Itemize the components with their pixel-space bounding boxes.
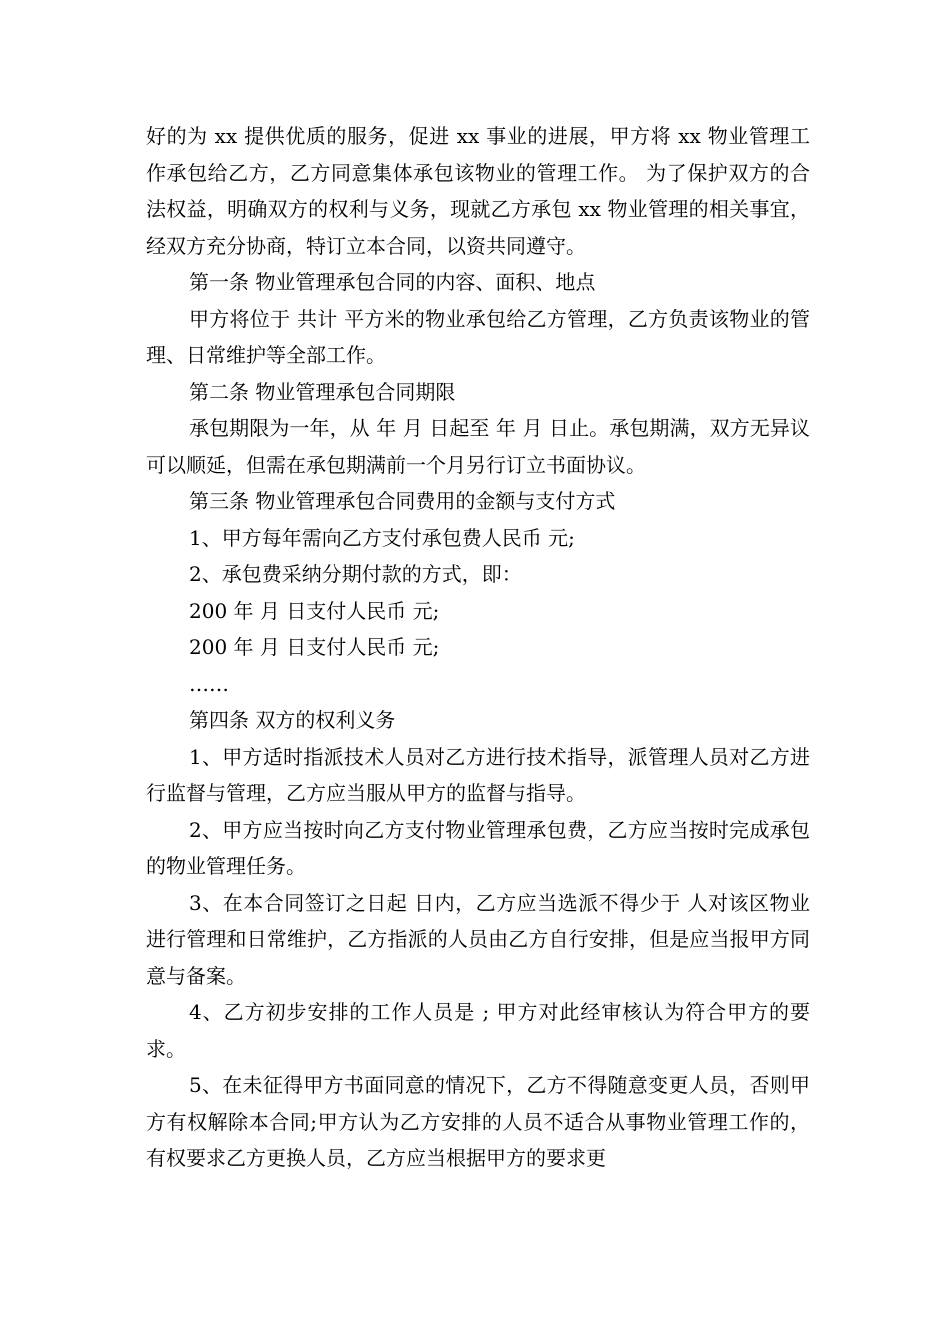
ellipsis-line: …… bbox=[189, 671, 229, 696]
article-3-heading: 第三条 物业管理承包合同费用的金额与支付方式 bbox=[189, 489, 616, 513]
payment-line-1: 200 年 月 日支付人民币 元; bbox=[189, 598, 440, 623]
article-4-heading: 第四条 双方的权利义务 bbox=[189, 708, 396, 732]
article-2-body: 承包期限为一年，从 年 月 日起至 年 月 日止。承包期满，双方无异议可以顺延，但需在承包期满前一个月另行订立书面协议。 bbox=[146, 416, 810, 477]
payment-line-2: 200 年 月 日支付人民币 元; bbox=[189, 635, 440, 659]
article-4-item-4: 4、乙方初步安排的工作人员是 ; 甲方对此经审核认为符合甲方的要求。 bbox=[146, 1000, 810, 1061]
article-4-item-2: 2、甲方应当按时向乙方支付物业管理承包费，乙方应当按时完成承包的物业管理任务。 bbox=[146, 817, 810, 878]
article-3-item-2: 2、承包费采纳分期付款的方式，即： bbox=[189, 562, 522, 586]
article-3-item-1: 1、甲方每年需向乙方支付承包费人民币 元; bbox=[189, 525, 575, 550]
article-4-item-3: 3、在本合同签订之日起 日内，乙方应当选派不得少于 人对该区物业进行管理和日常维护，乙方指派的人员由乙方自行安排，但是应当报甲方同意与备案。 bbox=[146, 890, 810, 988]
article-2-heading: 第二条 物业管理承包合同期限 bbox=[189, 379, 456, 404]
article-1-heading: 第一条 物业管理承包合同的内容、面积、地点 bbox=[189, 270, 596, 294]
document-page bbox=[146, 118, 810, 1177]
article-4-item-1: 1、甲方适时指派技术人员对乙方进行技术指导，派管理人员对乙方进行监督与管理，乙方应当服从甲方的监督与指导。 bbox=[146, 744, 810, 805]
article-1-body: 甲方将位于 共计 平方米的物业承包给乙方管理，乙方负责该物业的管理、日常维护等全部工作。 bbox=[146, 306, 810, 367]
paragraph-intro: 好的为 xx 提供优质的服务，促进 xx 事业的进展，甲方将 xx 物业管理工作承包给乙方，乙方同意集体承包该物业的管理工作。 为了保护双方的合法权益，明确双方的权利与义务，现就乙方承包 xx 物业管理的相关事宜，经双方充分协商，特订立本合同，以资共同遵守。 bbox=[146, 124, 810, 258]
article-4-item-5: 5、在未征得甲方书面同意的情况下，乙方不得随意变更人员，否则甲方有权解除本合同;甲方认为乙方安排的人员不适合从事物业管理工作的，有权要求乙方更换人员，乙方应当根据甲方的要求更 bbox=[146, 1073, 810, 1170]
